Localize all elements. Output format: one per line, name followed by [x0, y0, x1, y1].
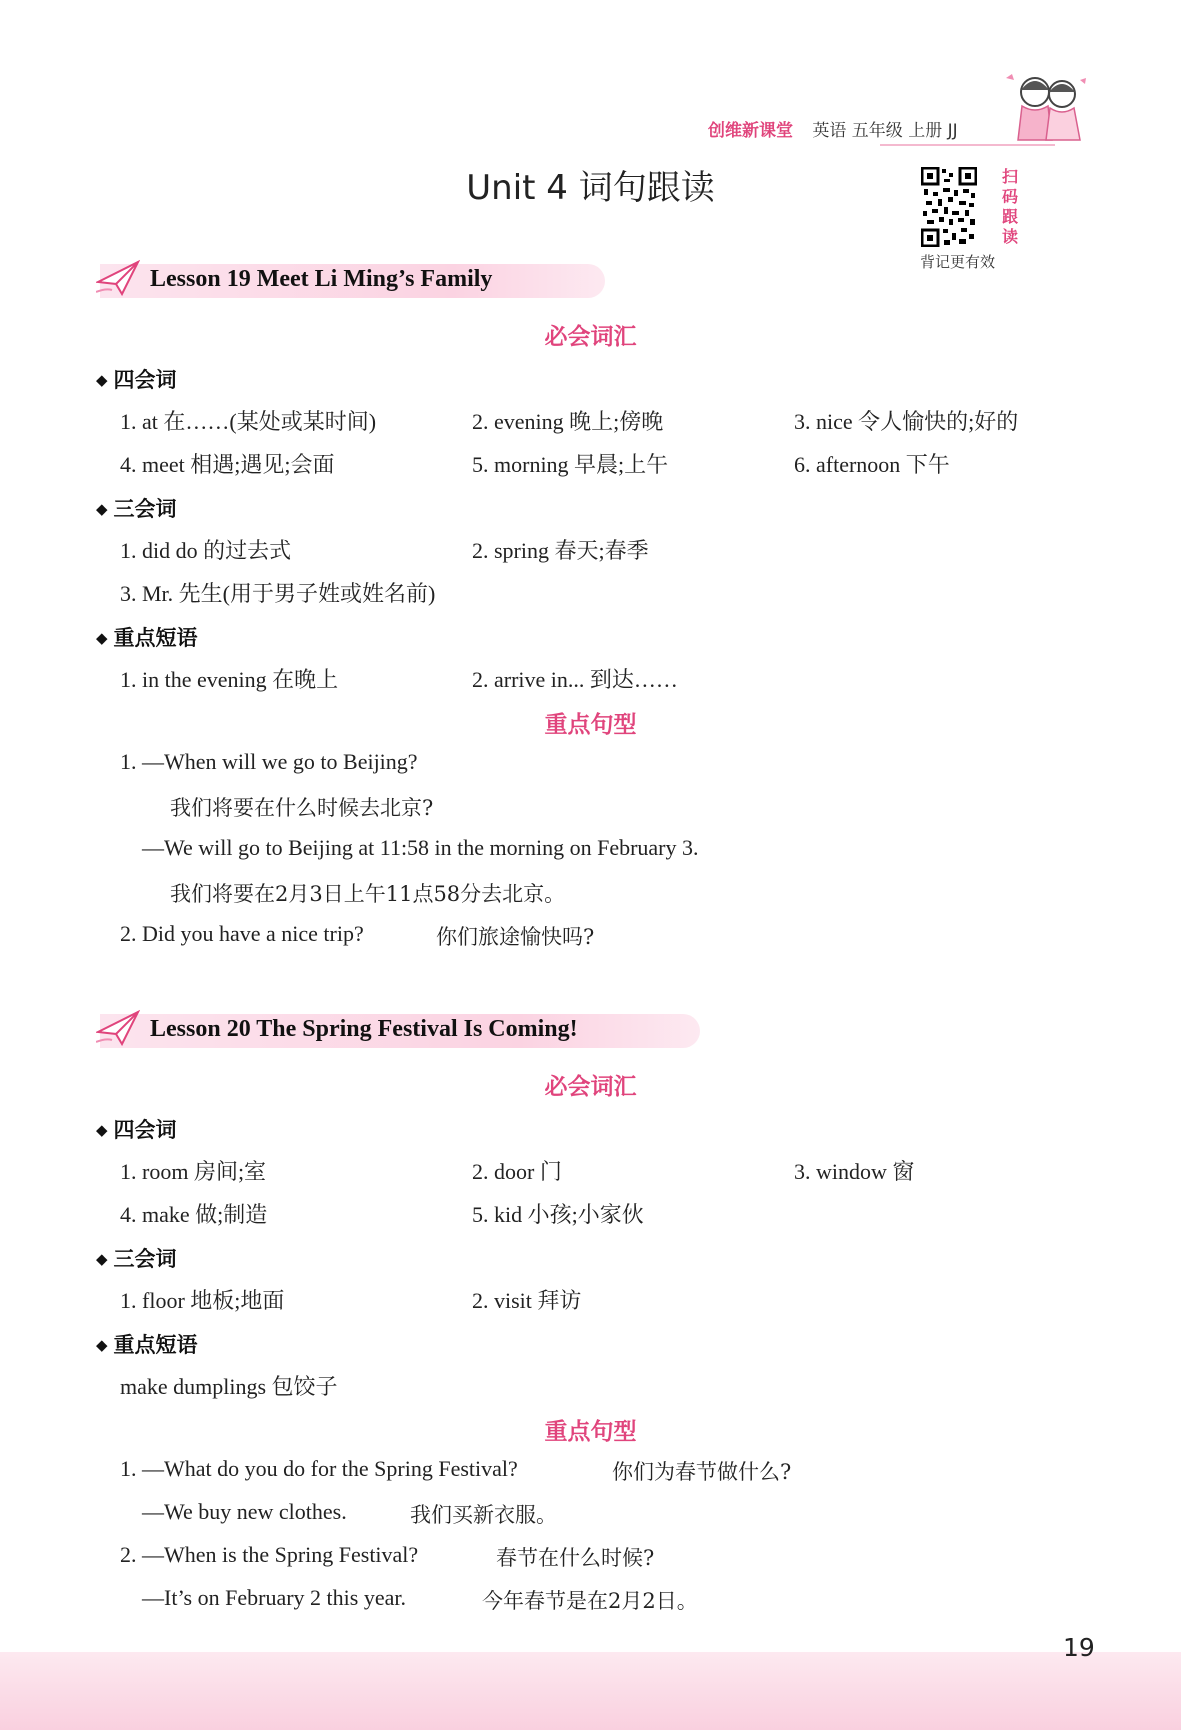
vocab-item: 1. floor 地板;地面	[120, 1288, 285, 1313]
diamond-bullet-icon: ◆	[96, 371, 108, 389]
lesson19-phrases-heading	[96, 622, 198, 652]
lesson20-four-skill-heading	[96, 1114, 177, 1144]
sentence-line: 2. —When is the Spring Festival?	[120, 1542, 419, 1567]
diamond-bullet-icon: ◆	[96, 500, 108, 518]
qr-code-icon[interactable]	[921, 167, 977, 247]
lesson20-three-skill-heading	[96, 1243, 177, 1273]
running-header	[708, 116, 958, 141]
sentence-line: 1. —What do you do for the Spring Festival?	[120, 1456, 518, 1481]
paper-plane-icon	[96, 1008, 140, 1048]
lesson19-sentences-heading: 重点句型	[544, 712, 637, 738]
sentence-translation: 我们将要在2月3日上午11点58分去北京。	[170, 882, 566, 906]
phrase-item: 2. arrive in... 到达……	[472, 667, 678, 692]
sentence-line: —It’s on February 2 this year.	[142, 1585, 406, 1610]
sentence-line: —We will go to Beijing at 11:58 in the morning on February 3.	[142, 835, 699, 860]
sentence-translation: 今年春节是在2月2日。	[482, 1589, 698, 1613]
vocab-item: 3. Mr. 先生(用于男子姓或姓名前)	[120, 581, 436, 606]
sentence-translation: 我们将要在什么时候去北京?	[170, 796, 434, 820]
category-label: 四会词	[113, 368, 177, 392]
vocab-item: 2. spring 春天;春季	[472, 538, 649, 563]
phrase-item: 1. in the evening 在晚上	[120, 667, 339, 692]
lesson19-four-skill-heading	[96, 364, 177, 394]
vocab-item: 1. room 房间;室	[120, 1159, 267, 1184]
category-label: 三会词	[113, 1247, 177, 1271]
footer-band	[0, 1652, 1181, 1730]
diamond-bullet-icon: ◆	[96, 1250, 108, 1268]
category-label: 重点短语	[113, 626, 198, 650]
sentence-translation: 你们为春节做什么?	[612, 1460, 792, 1484]
paper-plane-icon	[96, 258, 140, 298]
category-label: 重点短语	[113, 1333, 198, 1357]
vocab-item: 3. nice 令人愉快的;好的	[794, 409, 1019, 434]
vocab-item: 5. kid 小孩;小家伙	[472, 1202, 644, 1227]
page-number: 19	[1063, 1633, 1095, 1662]
category-label: 三会词	[113, 497, 177, 521]
sentence-line: 1. —When will we go to Beijing?	[120, 749, 418, 774]
lesson20-phrases-heading	[96, 1329, 198, 1359]
lesson19-three-skill-heading	[96, 493, 177, 523]
lesson19-title: Lesson 19 Meet Li Ming’s Family	[150, 266, 493, 292]
sentence-line: —We buy new clothes.	[142, 1499, 347, 1524]
vocab-item: 2. visit 拜访	[472, 1288, 582, 1313]
vocab-item: 3. window 窗	[794, 1159, 915, 1184]
vocab-item: 2. evening 晚上;傍晚	[472, 409, 664, 434]
phrase-item: make dumplings 包饺子	[120, 1374, 338, 1399]
lesson19-vocab-heading: 必会词汇	[544, 324, 637, 350]
vocab-item: 1. did do 的过去式	[120, 538, 292, 563]
kids-mascot-illustration	[1000, 70, 1090, 152]
lesson20-vocab-heading: 必会词汇	[544, 1074, 637, 1100]
diamond-bullet-icon: ◆	[96, 629, 108, 647]
vocab-item: 5. morning 早晨;上午	[472, 452, 669, 477]
scan-read-label: 扫码跟读	[1002, 167, 1019, 246]
vocab-item: 2. door 门	[472, 1159, 562, 1184]
vocab-item: 6. afternoon 下午	[794, 452, 950, 477]
category-label: 四会词	[113, 1118, 177, 1142]
diamond-bullet-icon: ◆	[96, 1121, 108, 1139]
vocab-item: 4. meet 相遇;遇见;会面	[120, 452, 335, 477]
vocab-item: 4. make 做;制造	[120, 1202, 268, 1227]
sentence-translation: 我们买新衣服。	[410, 1503, 557, 1527]
diamond-bullet-icon: ◆	[96, 1336, 108, 1354]
lesson20-sentences-heading: 重点句型	[544, 1419, 637, 1445]
sentence-line: 2. Did you have a nice trip?	[120, 921, 364, 946]
vocab-item: 1. at 在……(某处或某时间)	[120, 409, 377, 434]
header-subject: 英语 五年级 上册 JJ	[812, 121, 958, 141]
sentence-translation: 春节在什么时候?	[496, 1546, 655, 1570]
lesson20-title: Lesson 20 The Spring Festival Is Coming!	[150, 1016, 578, 1042]
header-brand: 创维新课堂	[708, 121, 793, 141]
sentence-translation: 你们旅途愉快吗?	[436, 925, 595, 949]
unit-title: Unit 4 词句跟读	[466, 168, 715, 208]
qr-caption: 背记更有效	[920, 253, 996, 271]
